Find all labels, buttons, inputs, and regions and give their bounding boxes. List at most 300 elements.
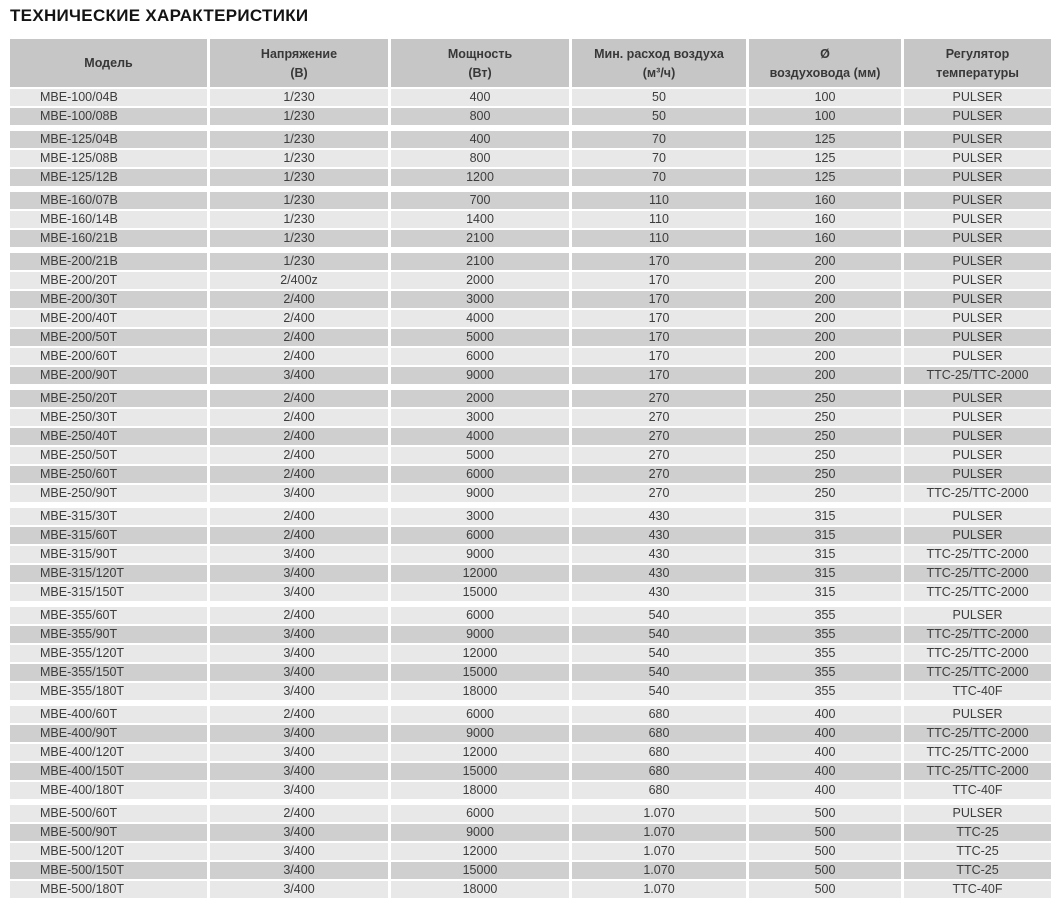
model-series-group bbox=[10, 805, 1051, 898]
power-cell: 2000 bbox=[391, 390, 569, 407]
model-cell: MBE-250/30T bbox=[10, 409, 207, 426]
model-cell: MBE-500/60T bbox=[10, 805, 207, 822]
voltage-cell: 3/400 bbox=[210, 782, 388, 799]
power-cell: 2100 bbox=[391, 253, 569, 270]
diameter-cell: 315 bbox=[749, 584, 901, 601]
regulator-cell: TTC-25 bbox=[904, 862, 1051, 879]
airflow-cell: 270 bbox=[572, 466, 746, 483]
power-cell: 2000 bbox=[391, 272, 569, 289]
power-cell: 9000 bbox=[391, 626, 569, 643]
power-cell: 12000 bbox=[391, 565, 569, 582]
regulator-cell: PULSER bbox=[904, 409, 1051, 426]
power-cell: 9000 bbox=[391, 725, 569, 742]
power-cell: 2100 bbox=[391, 230, 569, 247]
regulator-cell: PULSER bbox=[904, 150, 1051, 167]
table-row bbox=[10, 367, 1051, 384]
power-cell: 18000 bbox=[391, 683, 569, 700]
diameter-cell: 250 bbox=[749, 409, 901, 426]
diameter-cell: 250 bbox=[749, 485, 901, 502]
airflow-cell: 540 bbox=[572, 664, 746, 681]
header-cell-airflow bbox=[572, 39, 746, 87]
spec-table bbox=[10, 39, 1051, 898]
model-cell: MBE-400/180T bbox=[10, 782, 207, 799]
diameter-cell: 200 bbox=[749, 348, 901, 365]
voltage-cell: 1/230 bbox=[210, 89, 388, 106]
table-row bbox=[10, 348, 1051, 365]
model-series-group bbox=[10, 253, 1051, 384]
table-row bbox=[10, 466, 1051, 483]
airflow-cell: 430 bbox=[572, 565, 746, 582]
table-row bbox=[10, 881, 1051, 898]
voltage-cell: 1/230 bbox=[210, 131, 388, 148]
table-body bbox=[10, 89, 1051, 898]
regulator-cell: PULSER bbox=[904, 169, 1051, 186]
power-cell: 12000 bbox=[391, 645, 569, 662]
table-row bbox=[10, 150, 1051, 167]
diameter-cell: 355 bbox=[749, 626, 901, 643]
diameter-cell: 160 bbox=[749, 211, 901, 228]
regulator-cell: TTC-25/TTC-2000 bbox=[904, 725, 1051, 742]
voltage-cell: 1/230 bbox=[210, 253, 388, 270]
voltage-cell: 3/400 bbox=[210, 485, 388, 502]
table-row bbox=[10, 763, 1051, 780]
airflow-cell: 270 bbox=[572, 447, 746, 464]
voltage-cell: 2/400 bbox=[210, 508, 388, 525]
airflow-cell: 680 bbox=[572, 725, 746, 742]
diameter-cell: 500 bbox=[749, 862, 901, 879]
voltage-cell: 2/400 bbox=[210, 291, 388, 308]
model-cell: MBE-100/08B bbox=[10, 108, 207, 125]
power-cell: 9000 bbox=[391, 546, 569, 563]
airflow-cell: 680 bbox=[572, 782, 746, 799]
regulator-cell: TTC-25/TTC-2000 bbox=[904, 645, 1051, 662]
regulator-cell: PULSER bbox=[904, 805, 1051, 822]
table-row bbox=[10, 89, 1051, 106]
airflow-cell: 270 bbox=[572, 390, 746, 407]
power-cell: 6000 bbox=[391, 805, 569, 822]
diameter-cell: 200 bbox=[749, 253, 901, 270]
airflow-cell: 170 bbox=[572, 329, 746, 346]
header-label: Мин. расход воздуха bbox=[594, 46, 724, 61]
table-row bbox=[10, 584, 1051, 601]
model-series-group bbox=[10, 131, 1051, 186]
header-label-sub: (В) bbox=[290, 65, 308, 80]
airflow-cell: 1.070 bbox=[572, 881, 746, 898]
airflow-cell: 70 bbox=[572, 131, 746, 148]
airflow-cell: 170 bbox=[572, 291, 746, 308]
diameter-cell: 500 bbox=[749, 805, 901, 822]
diameter-cell: 160 bbox=[749, 230, 901, 247]
regulator-cell: PULSER bbox=[904, 390, 1051, 407]
voltage-cell: 3/400 bbox=[210, 744, 388, 761]
voltage-cell: 3/400 bbox=[210, 626, 388, 643]
regulator-cell: TTC-25 bbox=[904, 824, 1051, 841]
model-cell: MBE-200/60T bbox=[10, 348, 207, 365]
voltage-cell: 1/230 bbox=[210, 108, 388, 125]
voltage-cell: 3/400 bbox=[210, 645, 388, 662]
diameter-cell: 250 bbox=[749, 428, 901, 445]
model-cell: MBE-355/180T bbox=[10, 683, 207, 700]
airflow-cell: 540 bbox=[572, 607, 746, 624]
airflow-cell: 430 bbox=[572, 584, 746, 601]
power-cell: 3000 bbox=[391, 291, 569, 308]
model-cell: MBE-200/30T bbox=[10, 291, 207, 308]
voltage-cell: 2/400 bbox=[210, 409, 388, 426]
regulator-cell: TTC-25/TTC-2000 bbox=[904, 367, 1051, 384]
regulator-cell: PULSER bbox=[904, 607, 1051, 624]
diameter-cell: 125 bbox=[749, 169, 901, 186]
voltage-cell: 3/400 bbox=[210, 725, 388, 742]
table-row bbox=[10, 390, 1051, 407]
voltage-cell: 3/400 bbox=[210, 683, 388, 700]
power-cell: 18000 bbox=[391, 782, 569, 799]
regulator-cell: TTC-40F bbox=[904, 683, 1051, 700]
power-cell: 6000 bbox=[391, 466, 569, 483]
model-cell: MBE-355/150T bbox=[10, 664, 207, 681]
airflow-cell: 70 bbox=[572, 169, 746, 186]
regulator-cell: TTC-25/TTC-2000 bbox=[904, 664, 1051, 681]
voltage-cell: 3/400 bbox=[210, 546, 388, 563]
airflow-cell: 170 bbox=[572, 367, 746, 384]
table-row bbox=[10, 108, 1051, 125]
voltage-cell: 2/400 bbox=[210, 527, 388, 544]
model-series-group bbox=[10, 607, 1051, 700]
regulator-cell: TTC-25/TTC-2000 bbox=[904, 744, 1051, 761]
model-cell: MBE-315/60T bbox=[10, 527, 207, 544]
model-cell: MBE-400/60T bbox=[10, 706, 207, 723]
diameter-cell: 200 bbox=[749, 310, 901, 327]
power-cell: 1200 bbox=[391, 169, 569, 186]
diameter-cell: 355 bbox=[749, 607, 901, 624]
power-cell: 400 bbox=[391, 89, 569, 106]
model-cell: MBE-250/60T bbox=[10, 466, 207, 483]
diameter-cell: 400 bbox=[749, 782, 901, 799]
airflow-cell: 270 bbox=[572, 428, 746, 445]
power-cell: 15000 bbox=[391, 584, 569, 601]
diameter-cell: 355 bbox=[749, 645, 901, 662]
airflow-cell: 680 bbox=[572, 706, 746, 723]
model-cell: MBE-250/90T bbox=[10, 485, 207, 502]
regulator-cell: TTC-25/TTC-2000 bbox=[904, 584, 1051, 601]
power-cell: 6000 bbox=[391, 706, 569, 723]
regulator-cell: TTC-25 bbox=[904, 843, 1051, 860]
table-row bbox=[10, 131, 1051, 148]
model-cell: MBE-400/90T bbox=[10, 725, 207, 742]
table-row bbox=[10, 272, 1051, 289]
power-cell: 3000 bbox=[391, 409, 569, 426]
model-cell: MBE-500/180T bbox=[10, 881, 207, 898]
airflow-cell: 170 bbox=[572, 348, 746, 365]
airflow-cell: 170 bbox=[572, 310, 746, 327]
model-cell: MBE-315/150T bbox=[10, 584, 207, 601]
header-cell-voltage bbox=[210, 39, 388, 87]
table-row bbox=[10, 706, 1051, 723]
model-cell: MBE-500/90T bbox=[10, 824, 207, 841]
diameter-cell: 250 bbox=[749, 390, 901, 407]
diameter-cell: 200 bbox=[749, 329, 901, 346]
voltage-cell: 2/400 bbox=[210, 348, 388, 365]
diameter-cell: 200 bbox=[749, 367, 901, 384]
regulator-cell: PULSER bbox=[904, 447, 1051, 464]
regulator-cell: PULSER bbox=[904, 706, 1051, 723]
table-row bbox=[10, 485, 1051, 502]
regulator-cell: PULSER bbox=[904, 466, 1051, 483]
diameter-cell: 400 bbox=[749, 706, 901, 723]
model-cell: MBE-160/14B bbox=[10, 211, 207, 228]
table-row bbox=[10, 664, 1051, 681]
model-cell: MBE-355/90T bbox=[10, 626, 207, 643]
diameter-cell: 500 bbox=[749, 843, 901, 860]
airflow-cell: 50 bbox=[572, 89, 746, 106]
airflow-cell: 430 bbox=[572, 508, 746, 525]
power-cell: 9000 bbox=[391, 367, 569, 384]
table-row bbox=[10, 409, 1051, 426]
model-cell: MBE-100/04B bbox=[10, 89, 207, 106]
table-row bbox=[10, 508, 1051, 525]
regulator-cell: TTC-40F bbox=[904, 782, 1051, 799]
model-cell: MBE-250/40T bbox=[10, 428, 207, 445]
table-row bbox=[10, 824, 1051, 841]
power-cell: 15000 bbox=[391, 664, 569, 681]
power-cell: 9000 bbox=[391, 824, 569, 841]
model-cell: MBE-315/120T bbox=[10, 565, 207, 582]
regulator-cell: TTC-25/TTC-2000 bbox=[904, 626, 1051, 643]
header-cell-regulator bbox=[904, 39, 1051, 87]
power-cell: 18000 bbox=[391, 881, 569, 898]
header-label-sub: воздуховода (мм) bbox=[769, 65, 881, 80]
table-row bbox=[10, 192, 1051, 209]
airflow-cell: 540 bbox=[572, 626, 746, 643]
voltage-cell: 2/400 bbox=[210, 329, 388, 346]
diameter-cell: 400 bbox=[749, 744, 901, 761]
diameter-cell: 160 bbox=[749, 192, 901, 209]
header-label: Ø bbox=[820, 46, 830, 61]
diameter-cell: 200 bbox=[749, 272, 901, 289]
airflow-cell: 540 bbox=[572, 683, 746, 700]
power-cell: 15000 bbox=[391, 862, 569, 879]
voltage-cell: 3/400 bbox=[210, 763, 388, 780]
header-cell-model bbox=[10, 39, 207, 87]
voltage-cell: 3/400 bbox=[210, 843, 388, 860]
table-row bbox=[10, 169, 1051, 186]
voltage-cell: 1/230 bbox=[210, 192, 388, 209]
table-row bbox=[10, 527, 1051, 544]
regulator-cell: TTC-25/TTC-2000 bbox=[904, 565, 1051, 582]
table-row bbox=[10, 782, 1051, 799]
diameter-cell: 315 bbox=[749, 546, 901, 563]
voltage-cell: 2/400 bbox=[210, 310, 388, 327]
airflow-cell: 1.070 bbox=[572, 805, 746, 822]
table-row bbox=[10, 862, 1051, 879]
diameter-cell: 250 bbox=[749, 447, 901, 464]
power-cell: 5000 bbox=[391, 329, 569, 346]
airflow-cell: 1.070 bbox=[572, 862, 746, 879]
diameter-cell: 315 bbox=[749, 565, 901, 582]
regulator-cell: PULSER bbox=[904, 230, 1051, 247]
regulator-cell: TTC-25/TTC-2000 bbox=[904, 485, 1051, 502]
model-cell: MBE-125/12B bbox=[10, 169, 207, 186]
power-cell: 15000 bbox=[391, 763, 569, 780]
power-cell: 6000 bbox=[391, 607, 569, 624]
voltage-cell: 2/400 bbox=[210, 390, 388, 407]
airflow-cell: 680 bbox=[572, 744, 746, 761]
diameter-cell: 315 bbox=[749, 508, 901, 525]
regulator-cell: PULSER bbox=[904, 253, 1051, 270]
table-row bbox=[10, 211, 1051, 228]
regulator-cell: TTC-25/TTC-2000 bbox=[904, 763, 1051, 780]
table-row bbox=[10, 725, 1051, 742]
header-label: Модель bbox=[84, 56, 133, 70]
voltage-cell: 3/400 bbox=[210, 367, 388, 384]
diameter-cell: 200 bbox=[749, 291, 901, 308]
voltage-cell: 3/400 bbox=[210, 862, 388, 879]
power-cell: 5000 bbox=[391, 447, 569, 464]
regulator-cell: PULSER bbox=[904, 508, 1051, 525]
header-label-sub: (м³/ч) bbox=[642, 65, 676, 80]
regulator-cell: PULSER bbox=[904, 211, 1051, 228]
voltage-cell: 2/400 bbox=[210, 428, 388, 445]
voltage-cell: 2/400 bbox=[210, 805, 388, 822]
voltage-cell: 2/400 bbox=[210, 607, 388, 624]
regulator-cell: PULSER bbox=[904, 192, 1051, 209]
regulator-cell: PULSER bbox=[904, 348, 1051, 365]
diameter-cell: 355 bbox=[749, 683, 901, 700]
model-series-group bbox=[10, 706, 1051, 799]
diameter-cell: 500 bbox=[749, 824, 901, 841]
power-cell: 6000 bbox=[391, 527, 569, 544]
model-series-group bbox=[10, 508, 1051, 601]
model-series-group bbox=[10, 192, 1051, 247]
diameter-cell: 400 bbox=[749, 763, 901, 780]
table-row bbox=[10, 230, 1051, 247]
model-cell: MBE-200/40T bbox=[10, 310, 207, 327]
header-label: Напряжение bbox=[260, 46, 338, 61]
table-row bbox=[10, 626, 1051, 643]
model-cell: MBE-250/50T bbox=[10, 447, 207, 464]
table-row bbox=[10, 546, 1051, 563]
table-row bbox=[10, 291, 1051, 308]
airflow-cell: 430 bbox=[572, 527, 746, 544]
diameter-cell: 100 bbox=[749, 108, 901, 125]
power-cell: 400 bbox=[391, 131, 569, 148]
regulator-cell: PULSER bbox=[904, 310, 1051, 327]
model-cell: MBE-250/20T bbox=[10, 390, 207, 407]
regulator-cell: PULSER bbox=[904, 527, 1051, 544]
airflow-cell: 110 bbox=[572, 211, 746, 228]
regulator-cell: PULSER bbox=[904, 131, 1051, 148]
model-cell: MBE-125/08B bbox=[10, 150, 207, 167]
regulator-cell: TTC-25/TTC-2000 bbox=[904, 546, 1051, 563]
voltage-cell: 3/400 bbox=[210, 664, 388, 681]
voltage-cell: 3/400 bbox=[210, 824, 388, 841]
voltage-cell: 3/400 bbox=[210, 881, 388, 898]
regulator-cell: PULSER bbox=[904, 428, 1051, 445]
voltage-cell: 3/400 bbox=[210, 565, 388, 582]
airflow-cell: 110 bbox=[572, 192, 746, 209]
header-label-sub: температуры bbox=[936, 65, 1019, 80]
table-row bbox=[10, 744, 1051, 761]
model-cell: MBE-400/120T bbox=[10, 744, 207, 761]
table-row bbox=[10, 565, 1051, 582]
airflow-cell: 270 bbox=[572, 409, 746, 426]
model-cell: MBE-400/150T bbox=[10, 763, 207, 780]
model-cell: MBE-315/30T bbox=[10, 508, 207, 525]
airflow-cell: 110 bbox=[572, 230, 746, 247]
power-cell: 4000 bbox=[391, 428, 569, 445]
airflow-cell: 50 bbox=[572, 108, 746, 125]
diameter-cell: 315 bbox=[749, 527, 901, 544]
airflow-cell: 1.070 bbox=[572, 824, 746, 841]
diameter-cell: 400 bbox=[749, 725, 901, 742]
power-cell: 12000 bbox=[391, 843, 569, 860]
power-cell: 700 bbox=[391, 192, 569, 209]
model-cell: MBE-160/21B bbox=[10, 230, 207, 247]
model-cell: MBE-500/120T bbox=[10, 843, 207, 860]
table-row bbox=[10, 253, 1051, 270]
voltage-cell: 2/400z bbox=[210, 272, 388, 289]
voltage-cell: 1/230 bbox=[210, 211, 388, 228]
table-row bbox=[10, 607, 1051, 624]
table-header bbox=[10, 39, 1051, 87]
header-label: Регулятор bbox=[945, 46, 1010, 61]
model-cell: MBE-315/90T bbox=[10, 546, 207, 563]
model-cell: MBE-355/60T bbox=[10, 607, 207, 624]
model-cell: MBE-160/07B bbox=[10, 192, 207, 209]
diameter-cell: 125 bbox=[749, 131, 901, 148]
regulator-cell: PULSER bbox=[904, 329, 1051, 346]
regulator-cell: PULSER bbox=[904, 89, 1051, 106]
voltage-cell: 2/400 bbox=[210, 447, 388, 464]
voltage-cell: 2/400 bbox=[210, 466, 388, 483]
voltage-cell: 1/230 bbox=[210, 169, 388, 186]
model-series-group bbox=[10, 390, 1051, 502]
table-row bbox=[10, 843, 1051, 860]
regulator-cell: PULSER bbox=[904, 291, 1051, 308]
table-row bbox=[10, 645, 1051, 662]
voltage-cell: 1/230 bbox=[210, 230, 388, 247]
power-cell: 3000 bbox=[391, 508, 569, 525]
header-label: Мощность bbox=[447, 46, 513, 61]
table-row bbox=[10, 805, 1051, 822]
airflow-cell: 270 bbox=[572, 485, 746, 502]
table-row bbox=[10, 428, 1051, 445]
airflow-cell: 680 bbox=[572, 763, 746, 780]
table-row bbox=[10, 310, 1051, 327]
model-cell: MBE-200/20T bbox=[10, 272, 207, 289]
airflow-cell: 1.070 bbox=[572, 843, 746, 860]
power-cell: 6000 bbox=[391, 348, 569, 365]
model-series-group bbox=[10, 89, 1051, 125]
model-cell: MBE-200/50T bbox=[10, 329, 207, 346]
voltage-cell: 3/400 bbox=[210, 584, 388, 601]
airflow-cell: 540 bbox=[572, 645, 746, 662]
header-cell-power bbox=[391, 39, 569, 87]
regulator-cell: PULSER bbox=[904, 108, 1051, 125]
model-cell: MBE-200/90T bbox=[10, 367, 207, 384]
airflow-cell: 170 bbox=[572, 253, 746, 270]
model-cell: MBE-125/04B bbox=[10, 131, 207, 148]
diameter-cell: 500 bbox=[749, 881, 901, 898]
airflow-cell: 70 bbox=[572, 150, 746, 167]
model-cell: MBE-355/120T bbox=[10, 645, 207, 662]
power-cell: 9000 bbox=[391, 485, 569, 502]
header-label-sub: (Вт) bbox=[468, 65, 492, 80]
diameter-cell: 100 bbox=[749, 89, 901, 106]
power-cell: 800 bbox=[391, 108, 569, 125]
power-cell: 4000 bbox=[391, 310, 569, 327]
model-cell: MBE-200/21B bbox=[10, 253, 207, 270]
diameter-cell: 355 bbox=[749, 664, 901, 681]
